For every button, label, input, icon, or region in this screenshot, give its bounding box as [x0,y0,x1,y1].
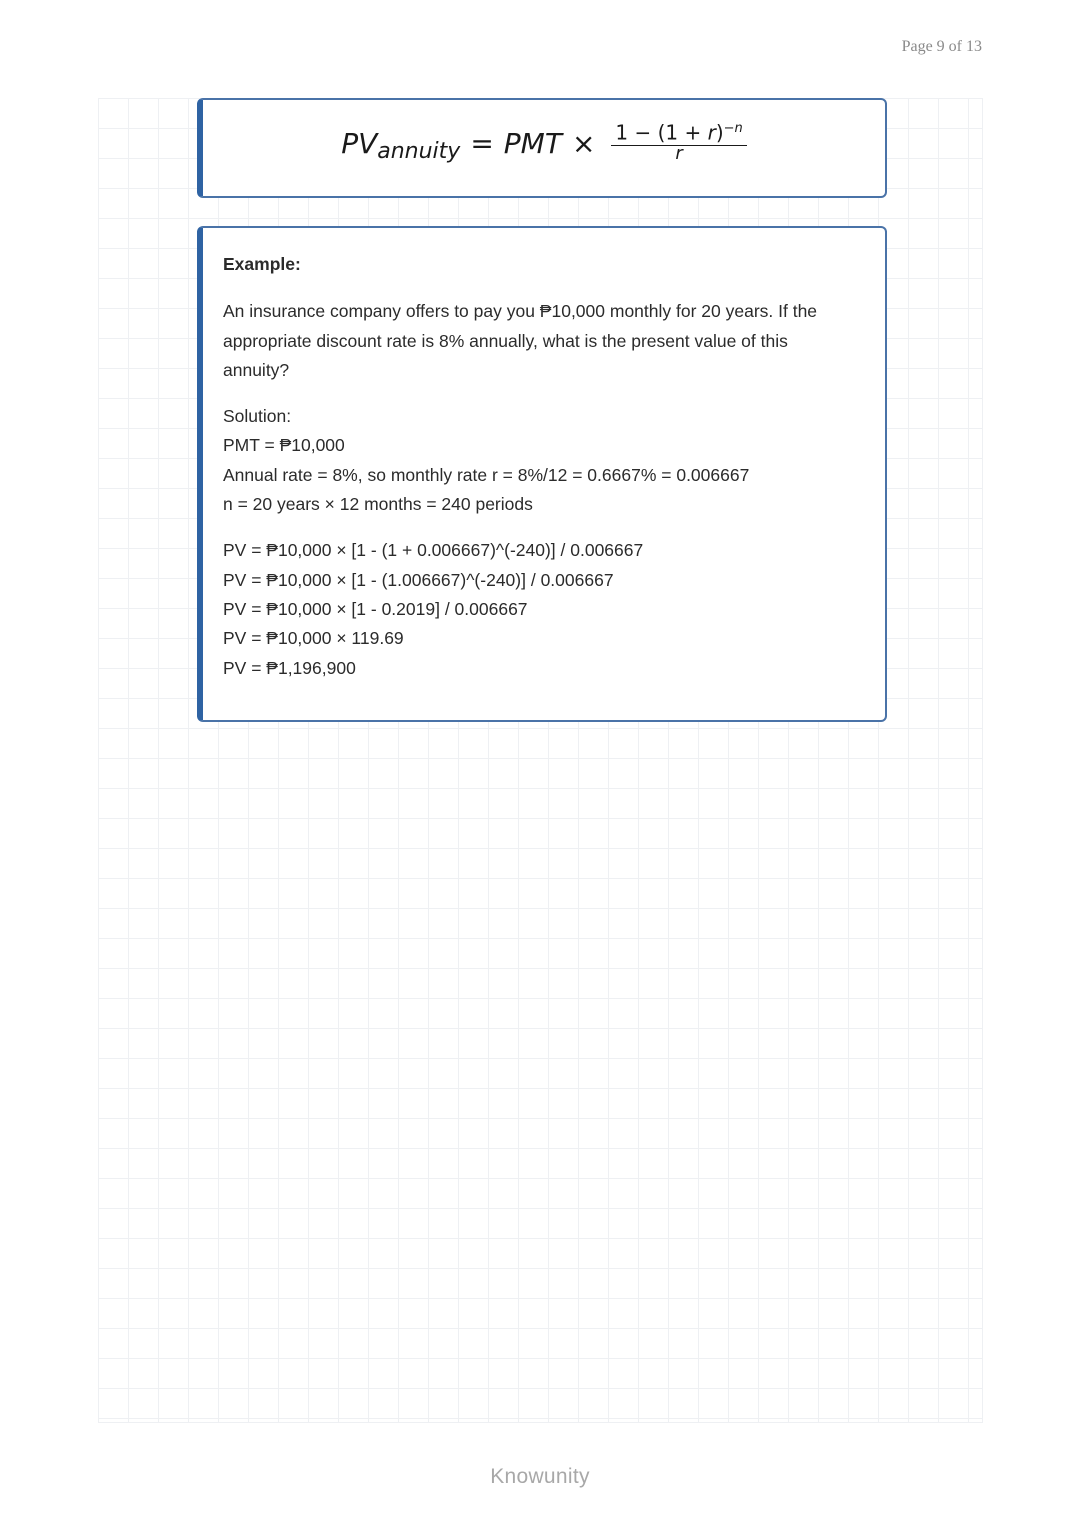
calculation-line: PV = ₱1,196,900 [223,657,356,678]
example-content [223,250,863,700]
page-number: Page 9 of 13 [901,38,982,55]
calculation-line: PV = ₱10,000 × 119.69 [223,628,404,649]
numerator-main: 1 − (1 + [615,120,708,145]
problem-line: An insurance company offers to pay you ₱10,000 monthly for 20 years. If the [223,301,818,322]
formula-fraction [611,118,746,162]
solution-line: PMT = ₱10,000 [223,435,345,456]
example-title: Example: [223,254,301,274]
solution-line: Annual rate = 8%, so monthly rate r = 8%/12 = 0.6667% = 0.006667 [223,464,750,485]
example-box [197,226,887,722]
knowunity-logo: Knowunity [490,1465,590,1488]
formula-times: × [571,127,596,161]
numerator-close: ) [715,120,724,145]
formula-box [197,98,887,198]
formula-lhs-subscript: annuity [377,139,461,165]
problem-line: appropriate discount rate is 8% annually, what is the present value of this [223,330,788,351]
problem-line: annuity? [223,359,290,380]
calculation-line: PV = ₱10,000 × [1 - (1 + 0.006667)^(-240)] / 0.006667 [223,540,644,561]
calculation-line: PV = ₱10,000 × [1 - (1.006667)^(-240)] / 0.006667 [223,569,614,590]
formula-pmt: PMT [503,127,562,161]
example-problem [223,297,863,385]
formula-equals: = [470,127,494,161]
formula-lhs: PV [341,127,378,161]
formula-denominator: r [675,142,683,164]
calculation-line: PV = ₱10,000 × [1 - 0.2019] / 0.006667 [223,598,528,619]
solution-line: n = 20 years × 12 months = 240 periods [223,494,533,515]
solution-line: Solution: [223,406,292,427]
example-calculation [223,536,863,682]
numerator-exponent: −n [723,121,743,136]
present-value-annuity-formula [203,122,885,166]
example-solution [223,402,863,519]
numerator-var: r [707,120,716,145]
formula-numerator [611,118,746,146]
